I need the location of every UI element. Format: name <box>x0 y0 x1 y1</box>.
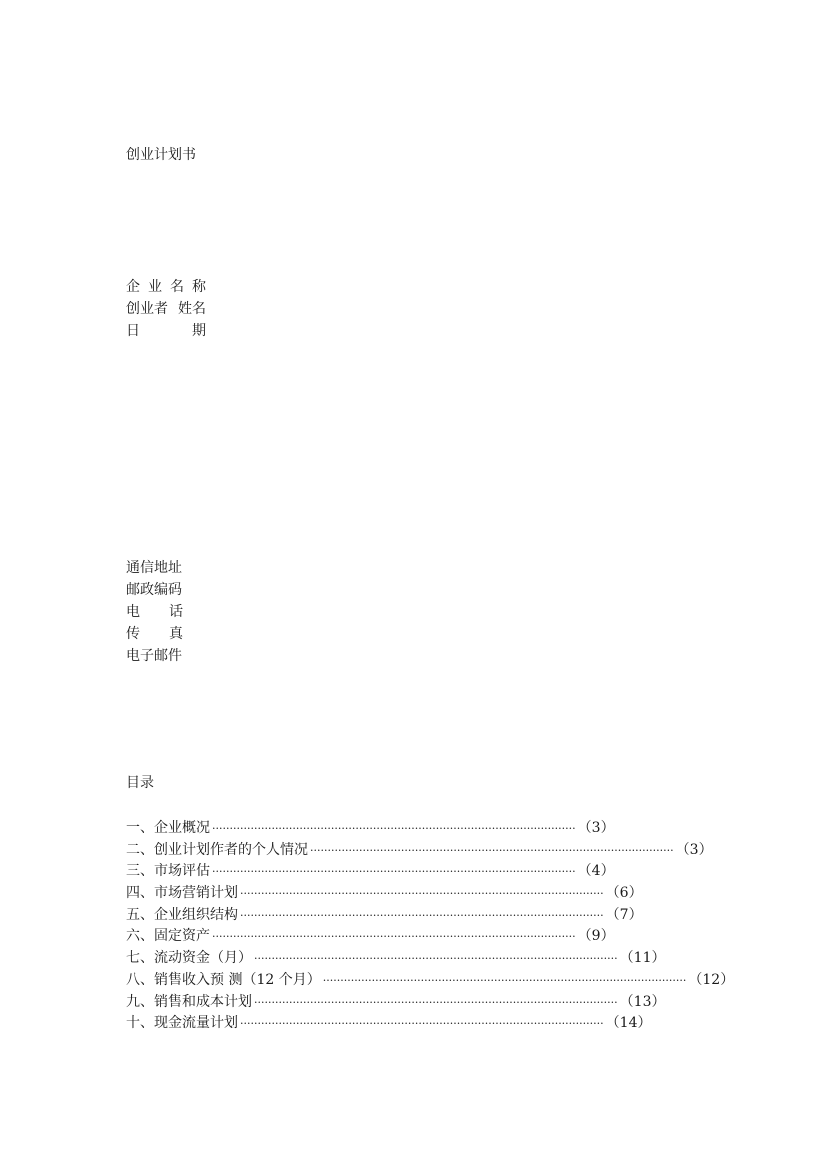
toc-item[interactable]: 一、企业概况 ········································································································ （3） <box>126 818 546 840</box>
toc-item[interactable]: 八、销售收入预 测（12 个月） ········································································································ （12） <box>126 970 546 992</box>
toc-leader: ········································································································ <box>322 973 687 987</box>
toc-item[interactable]: 七、流动资金（月） ········································································································ （11） <box>126 948 546 970</box>
toc-item[interactable]: 三、市场评估 ········································································································ （4） <box>126 861 546 883</box>
field-date: 日 期 <box>126 323 206 339</box>
toc-leader: ········································································································ <box>212 930 576 944</box>
toc-item[interactable]: 五、企业组织结构 ········································································································ （7） <box>126 905 546 927</box>
toc-leader: ········································································································ <box>212 865 576 879</box>
toc-leader: ········································································································ <box>212 822 576 835</box>
toc-item[interactable]: 六、固定资产 ········································································································ （9） <box>126 926 546 948</box>
toc-item[interactable]: 二、创业计划作者的个人情况 ········································································································ （3） <box>126 840 546 862</box>
field-founder-name: 创业者 姓名 <box>126 301 206 317</box>
field-phone: 电 话 <box>126 604 183 620</box>
info-block-contact <box>126 557 184 667</box>
field-address: 通信地址 <box>126 560 182 576</box>
toc-item[interactable]: 九、销售和成本计划 ········································································································ （13） <box>126 992 546 1014</box>
toc-title: 目录 <box>126 775 154 791</box>
field-email: 电子邮件 <box>126 648 182 664</box>
toc-leader: ········································································································ <box>240 887 604 901</box>
field-postcode: 邮政编码 <box>126 582 182 598</box>
document-title: 创业计划书 <box>126 147 196 163</box>
field-fax: 传 真 <box>126 626 183 642</box>
toc-leader: ········································································································ <box>254 952 618 966</box>
field-company-name: 企 业 名 称 <box>126 279 206 295</box>
toc-leader: ········································································································ <box>240 908 604 922</box>
info-block-company <box>126 276 206 342</box>
toc-item[interactable]: 四、市场营销计划 ········································································································ （6） <box>126 883 546 905</box>
table-of-contents <box>126 818 735 1035</box>
toc-item[interactable]: 十、现金流量计划 ········································································································ （14） <box>126 1013 546 1035</box>
toc-leader: ········································································································ <box>240 1017 604 1031</box>
toc-leader: ········································································································ <box>254 995 618 1009</box>
toc-leader: ········································································································ <box>310 843 674 857</box>
